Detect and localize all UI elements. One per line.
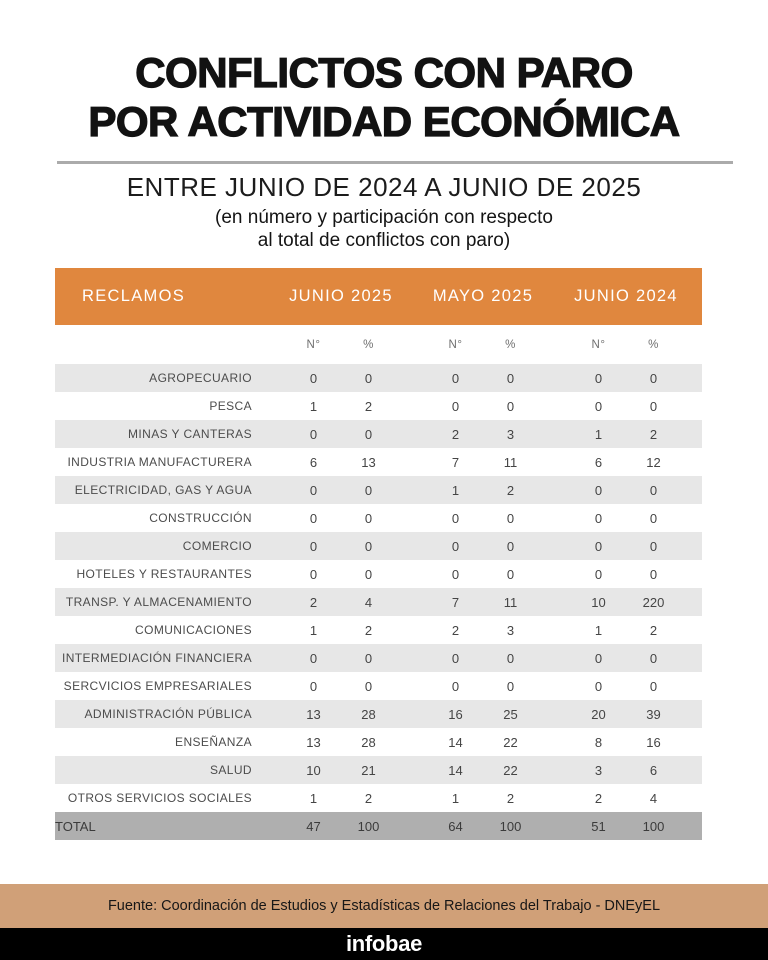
cell-value: 0 [506, 510, 515, 526]
cell-value: 8 [594, 734, 603, 750]
cell-value: 12 [646, 454, 661, 470]
title-line-2: POR ACTIVIDAD ECONÓMICA [88, 98, 680, 145]
table-row [55, 588, 702, 616]
cell-value: 0 [506, 538, 515, 554]
table-row [55, 476, 702, 504]
cell-value: 64 [448, 818, 463, 834]
row-label: COMUNICACIONES [135, 623, 252, 637]
cell-value: 0 [364, 370, 373, 386]
cell-value: 0 [364, 538, 373, 554]
cell-value: 1 [309, 622, 318, 638]
row-label: TRANSP. Y ALMACENAMIENTO [65, 595, 252, 609]
cell-value: 2 [506, 790, 515, 806]
row-label: MINAS Y CANTERAS [128, 427, 252, 441]
cell-value: 100 [642, 818, 665, 834]
cell-value: 47 [306, 818, 321, 834]
cell-value: 0 [594, 650, 603, 666]
cell-value: 2 [649, 426, 658, 442]
cell-value: 0 [649, 482, 658, 498]
cell-value: 39 [646, 706, 661, 722]
cell-value: 0 [309, 650, 318, 666]
cell-value: 0 [309, 510, 318, 526]
cell-value: 13 [306, 734, 321, 750]
cell-value: 14 [448, 762, 463, 778]
cell-value: 0 [451, 510, 460, 526]
row-label: ELECTRICIDAD, GAS Y AGUA [74, 483, 252, 497]
row-label-total: TOTAL [55, 818, 96, 834]
cell-value: 0 [364, 678, 373, 694]
cell-value: 0 [451, 678, 460, 694]
table-row [55, 532, 702, 560]
cell-value: 0 [594, 538, 603, 554]
cell-value: 0 [506, 678, 515, 694]
table-row [55, 448, 702, 476]
cell-value: 100 [499, 818, 522, 834]
column-header-mayo-2025: MAYO 2025 [432, 287, 534, 305]
table-row [55, 616, 702, 644]
cell-value: 16 [646, 734, 661, 750]
cell-value: 0 [309, 566, 318, 582]
cell-value: 2 [364, 398, 373, 414]
cell-value: 0 [594, 566, 603, 582]
table-row-total [55, 812, 702, 840]
table-row [55, 756, 702, 784]
cell-value: 0 [649, 678, 658, 694]
row-label: SALUD [209, 763, 252, 777]
cell-value: 11 [503, 594, 518, 610]
row-label: ENSEÑANZA [175, 735, 252, 749]
cell-value: 6 [594, 454, 603, 470]
cell-value: 0 [594, 370, 603, 386]
infobae-logo: infobae [345, 931, 423, 956]
cell-value: 2 [451, 622, 460, 638]
cell-value: 0 [309, 370, 318, 386]
cell-value: 0 [451, 398, 460, 414]
cell-value: 1 [309, 790, 318, 806]
conflicts-table [55, 268, 702, 840]
cell-value: 2 [594, 790, 603, 806]
title-line-1: CONFLICTOS CON PARO [135, 49, 633, 96]
measure-header-n: N° [591, 338, 606, 351]
cell-value: 25 [503, 706, 518, 722]
measure-header-pct: % [363, 338, 374, 351]
cell-value: 0 [594, 482, 603, 498]
table-row [55, 392, 702, 420]
cell-value: 220 [642, 594, 665, 610]
row-label: HOTELES Y RESTAURANTES [76, 567, 252, 581]
table-row [55, 784, 702, 812]
cell-value: 7 [451, 454, 460, 470]
cell-value: 4 [364, 594, 373, 610]
cell-value: 0 [649, 370, 658, 386]
cell-value: 0 [309, 538, 318, 554]
cell-value: 0 [364, 650, 373, 666]
cell-value: 0 [364, 426, 373, 442]
cell-value: 10 [591, 594, 606, 610]
column-header-junio-2025: JUNIO 2025 [289, 287, 393, 305]
cell-value: 2 [309, 594, 318, 610]
cell-value: 3 [594, 762, 603, 778]
cell-value: 0 [309, 426, 318, 442]
cell-value: 28 [361, 706, 376, 722]
cell-value: 6 [649, 762, 658, 778]
table-body [55, 364, 702, 812]
cell-value: 0 [364, 566, 373, 582]
cell-value: 22 [503, 762, 518, 778]
source-band [0, 884, 768, 928]
cell-value: 2 [364, 790, 373, 806]
cell-value: 3 [506, 622, 515, 638]
cell-value: 100 [357, 818, 380, 834]
row-label: PESCA [209, 399, 252, 413]
cell-value: 0 [649, 566, 658, 582]
cell-value: 0 [649, 650, 658, 666]
cell-value: 0 [451, 370, 460, 386]
row-label: OTROS SERVICIOS SOCIALES [67, 791, 252, 805]
row-label: INTERMEDIACIÓN FINANCIERA [61, 651, 252, 665]
table-row [55, 644, 702, 672]
source-text: Fuente: Coordinación de Estudios y Estadísticas de Relaciones del Trabajo - DNEyEL [107, 898, 661, 914]
table-row [55, 700, 702, 728]
cell-value: 21 [361, 762, 376, 778]
table-row [55, 504, 702, 532]
cell-value: 2 [649, 622, 658, 638]
cell-value: 13 [361, 454, 376, 470]
measure-header-n: N° [306, 338, 321, 351]
cell-value: 0 [649, 398, 658, 414]
table-row [55, 560, 702, 588]
cell-value: 0 [594, 678, 603, 694]
note-line-1: (en número y participación con respecto [215, 207, 553, 228]
cell-value: 0 [309, 678, 318, 694]
row-label: ADMINISTRACIÓN PÚBLICA [84, 707, 252, 721]
table-header-row [55, 268, 702, 325]
row-label: CONSTRUCCIÓN [149, 511, 252, 525]
row-label: COMERCIO [182, 539, 252, 553]
subtitle: ENTRE JUNIO DE 2024 A JUNIO DE 2025 [126, 172, 642, 202]
cell-value: 0 [364, 482, 373, 498]
measure-header-row [55, 325, 702, 364]
cell-value: 1 [451, 790, 460, 806]
table-row [55, 728, 702, 756]
cell-value: 0 [506, 650, 515, 666]
cell-value: 0 [451, 538, 460, 554]
cell-value: 1 [594, 426, 603, 442]
cell-value: 1 [451, 482, 460, 498]
cell-value: 1 [594, 622, 603, 638]
cell-value: 0 [594, 398, 603, 414]
cell-value: 0 [309, 482, 318, 498]
title-divider [57, 161, 733, 164]
note-text [0, 206, 768, 252]
cell-value: 0 [649, 538, 658, 554]
brand-band [0, 928, 768, 960]
cell-value: 0 [506, 370, 515, 386]
cell-value: 51 [591, 818, 606, 834]
cell-value: 1 [309, 398, 318, 414]
cell-value: 0 [649, 510, 658, 526]
cell-value: 4 [649, 790, 658, 806]
cell-value: 7 [451, 594, 460, 610]
row-label: INDUSTRIA MANUFACTURERA [67, 455, 252, 469]
cell-value: 0 [364, 510, 373, 526]
cell-value: 11 [503, 454, 518, 470]
cell-value: 0 [594, 510, 603, 526]
table-row [55, 672, 702, 700]
note-line-2: al total de conflictos con paro) [257, 230, 511, 251]
row-label: AGROPECUARIO [149, 371, 252, 385]
cell-value: 16 [448, 706, 463, 722]
cell-value: 20 [591, 706, 606, 722]
cell-value: 2 [451, 426, 460, 442]
measure-header-pct: % [648, 338, 659, 351]
cell-value: 2 [364, 622, 373, 638]
table-row [55, 364, 702, 392]
column-header-junio-2024: JUNIO 2024 [574, 287, 678, 305]
measure-header-pct: % [505, 338, 516, 351]
cell-value: 3 [506, 426, 515, 442]
cell-value: 0 [451, 566, 460, 582]
column-header-reclamos: RECLAMOS [82, 287, 186, 305]
cell-value: 0 [506, 398, 515, 414]
table-row [55, 420, 702, 448]
cell-value: 10 [306, 762, 321, 778]
cell-value: 22 [503, 734, 518, 750]
page-title [0, 48, 768, 146]
cell-value: 28 [361, 734, 376, 750]
cell-value: 13 [306, 706, 321, 722]
row-label: SERCVICIOS EMPRESARIALES [63, 679, 252, 693]
measure-header-n: N° [448, 338, 463, 351]
cell-value: 14 [448, 734, 463, 750]
cell-value: 0 [451, 650, 460, 666]
cell-value: 2 [506, 482, 515, 498]
cell-value: 6 [309, 454, 318, 470]
cell-value: 0 [506, 566, 515, 582]
